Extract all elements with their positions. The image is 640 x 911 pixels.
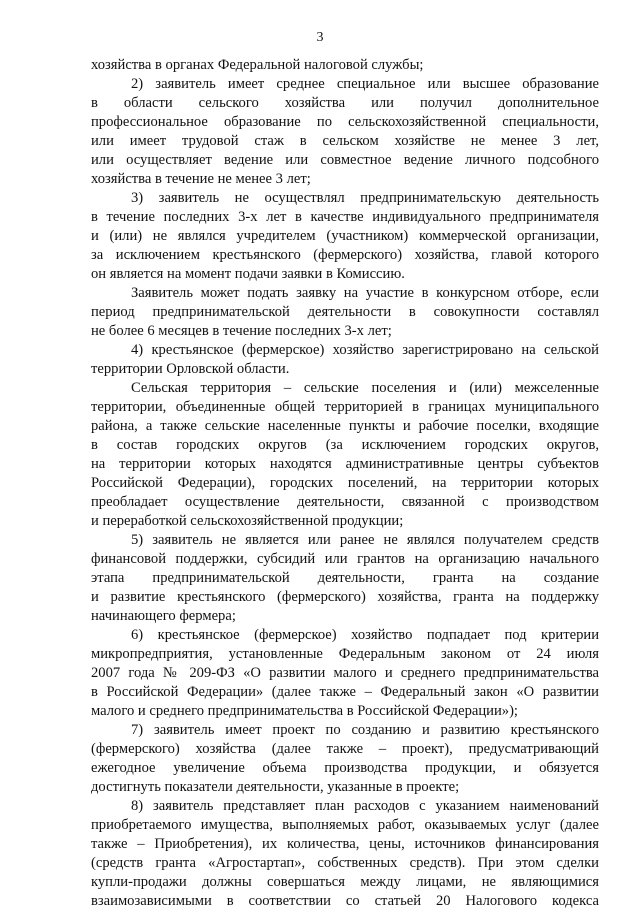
paragraph	[91, 75, 599, 189]
text-line: ежегодное увеличение объема производства продукции, и обязуется	[91, 760, 599, 776]
paragraph	[91, 797, 599, 911]
text-line: хозяйства в органах Федеральной налоговой службы;	[91, 57, 424, 73]
text-line: (средств гранта «Агростартап», собственных средств). При этом сделки	[91, 855, 599, 871]
text-line: района, а также сельские населенные пункты и рабочие поселки, входящие	[91, 418, 599, 434]
text-line: приобретаемого имущества, выполняемых работ, оказываемых услуг (далее	[91, 817, 599, 833]
text-line: в области сельского хозяйства или получил дополнительное	[91, 95, 599, 111]
text-line: он является на момент подачи заявки в Комиссию.	[91, 266, 405, 282]
paragraph	[91, 626, 599, 721]
document-body	[91, 56, 599, 911]
text-line: (фермерского) хозяйства (далее также – проект), предусматривающий	[91, 741, 599, 757]
text-line: в течение последних 3-х лет в качестве индивидуального предпринимателя	[91, 209, 599, 225]
paragraph	[91, 189, 599, 284]
text-line: или осуществляет ведение или совместное ведение личного подсобного	[91, 152, 599, 168]
text-line: и развитие крестьянского (фермерского) хозяйства, гранта на поддержку	[91, 589, 599, 605]
text-line: или имеет трудовой стаж в сельском хозяйстве не менее 3 лет,	[91, 133, 599, 149]
text-line: 4) крестьянское (фермерское) хозяйство зарегистрировано на сельской	[131, 342, 599, 358]
text-line: 2) заявитель имеет среднее специальное или высшее образование	[131, 76, 599, 92]
text-line: достигнуть показатели деятельности, указанные в проекте;	[91, 779, 460, 795]
paragraph	[91, 56, 599, 75]
text-line: микропредприятия, установленные Федеральным законом от 24 июля	[91, 646, 599, 662]
paragraph	[91, 531, 599, 626]
text-line: начинающего фермера;	[91, 608, 236, 624]
text-line: профессиональное образование по сельскохозяйственной специальности,	[91, 114, 599, 130]
text-line: 6) крестьянское (фермерское) хозяйство подпадает под критерии	[131, 627, 599, 643]
text-line: взаимозависимыми в соответствии со статьей 20 Налогового кодекса	[91, 893, 599, 909]
text-line: купли-продажи должны совершаться между лицами, не являющимися	[91, 874, 599, 890]
text-line: Сельская территория – сельские поселения и (или) межселенные	[131, 380, 599, 396]
text-line: 3) заявитель не осуществлял предпринимательскую деятельность	[131, 190, 599, 206]
text-line: этапа предпринимательской деятельности, гранта на создание	[91, 570, 599, 586]
text-line: также – Приобретения), их количества, цены, источников финансирования	[91, 836, 599, 852]
text-line: не более 6 месяцев в течение последних 3-х лет;	[91, 323, 392, 339]
text-line: в состав городских округов (за исключением городских округов,	[91, 437, 599, 453]
text-line: Российской Федерации), городских поселений, на территории которых	[91, 475, 599, 491]
paragraph	[91, 721, 599, 797]
text-line: за исключением крестьянского (фермерского) хозяйства, главой которого	[91, 247, 599, 263]
text-line: на территории которых находятся административные центры субъектов	[91, 456, 599, 472]
paragraph	[91, 284, 599, 341]
text-line: период предпринимательской деятельности в совокупности составлял	[91, 304, 599, 320]
text-line: 5) заявитель не является или ранее не являлся получателем средств	[131, 532, 599, 548]
text-line: хозяйства в течение не менее 3 лет;	[91, 171, 311, 187]
text-line: территории, объединенные общей территорией в границах муниципального	[91, 399, 599, 415]
text-line: в Российской Федерации» (далее также – Федеральный закон «О развитии	[91, 684, 599, 700]
text-line: 8) заявитель представляет план расходов с указанием наименований	[131, 798, 599, 814]
text-line: Заявитель может подать заявку на участие в конкурсном отборе, если	[131, 285, 599, 301]
text-line: и переработкой сельскохозяйственной продукции;	[91, 513, 404, 529]
paragraph	[91, 341, 599, 379]
text-line: преобладает осуществление деятельности, связанной с производством	[91, 494, 599, 510]
text-line: территории Орловской области.	[91, 361, 290, 377]
page-number: 3	[316, 30, 324, 45]
text-line: финансовой поддержки, субсидий или грантов на организацию начального	[91, 551, 599, 567]
paragraph	[91, 379, 599, 531]
text-line: 2007 года № 209-ФЗ «О развитии малого и среднего предпринимательства	[91, 665, 599, 681]
text-line: и (или) не являлся учредителем (участником) коммерческой организации,	[91, 228, 599, 244]
text-line: 7) заявитель имеет проект по созданию и развитию крестьянского	[131, 722, 599, 738]
text-line: малого и среднего предпринимательства в Российской Федерации»);	[91, 703, 518, 719]
